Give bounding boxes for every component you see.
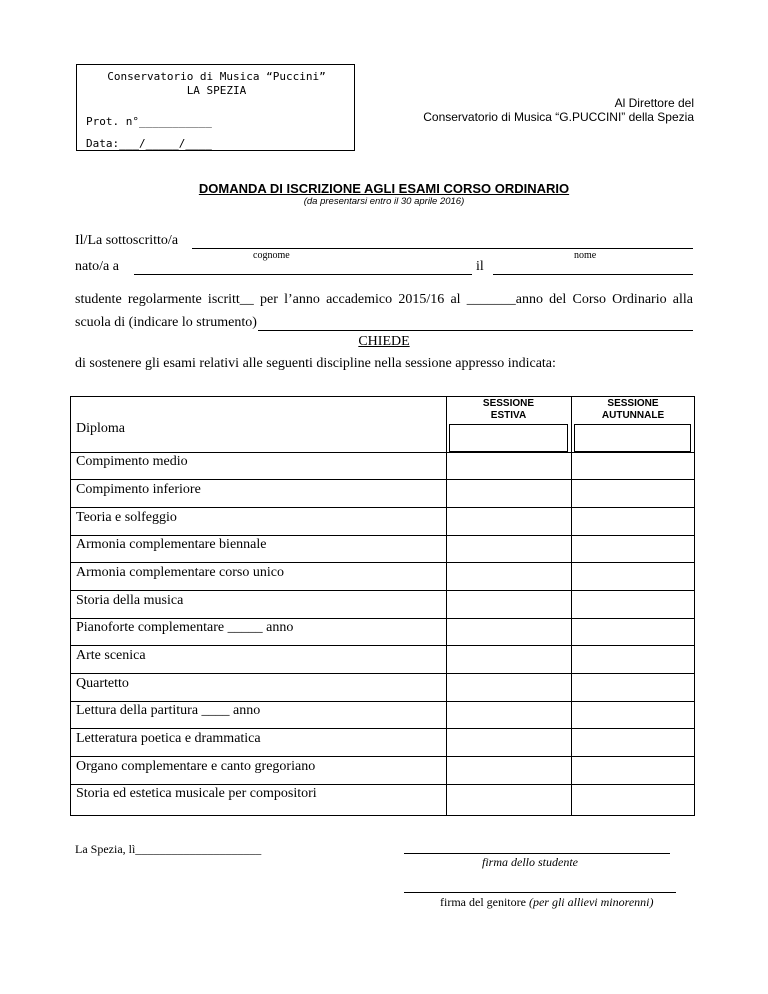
row-armonia-biennale: Armonia complementare biennale bbox=[76, 537, 267, 552]
stamp-city: LA SPEZIA bbox=[186, 84, 247, 97]
addressee-line-1: Al Direttore del bbox=[614, 96, 694, 110]
row-organo-complementare: Organo complementare e canto gregoriano bbox=[76, 759, 316, 774]
row-lettura-partitura: Lettura della partitura ____ anno bbox=[76, 703, 261, 718]
student-signature-label: firma dello studente bbox=[482, 855, 578, 869]
diploma-estiva-cell[interactable] bbox=[449, 424, 568, 452]
parent-signature-line[interactable] bbox=[404, 892, 676, 893]
document-title: DOMANDA DI ISCRIZIONE AGLI ESAMI CORSO ORDINARIO bbox=[198, 181, 570, 196]
row-armonia-corso-unico: Armonia complementare corso unico bbox=[76, 565, 284, 580]
scuola-label: scuola di (indicare lo strumento) bbox=[75, 315, 257, 330]
place-date: La Spezia, lì_____________________ bbox=[75, 842, 262, 856]
cognome-label: cognome bbox=[253, 250, 290, 261]
nome-label: nome bbox=[574, 250, 597, 261]
stamp-protocol-number: Prot. n°___________ bbox=[86, 115, 212, 128]
row-arte-scenica: Arte scenica bbox=[76, 648, 146, 663]
row-storia-estetica: Storia ed estetica musicale per compositori bbox=[76, 786, 317, 801]
addressee-line-2: Conservatorio di Musica “G.PUCCINI” della Spezia bbox=[423, 110, 694, 124]
parent-signature-label: firma del genitore (per gli allievi minorenni) bbox=[440, 895, 654, 909]
stamp-date: Data:___/_____/____ bbox=[86, 137, 212, 150]
header-sessione-estiva: SESSIONE ESTIVA bbox=[482, 398, 535, 421]
stamp-institution: Conservatorio di Musica “Puccini” bbox=[107, 70, 326, 83]
strumento-field[interactable] bbox=[258, 330, 693, 331]
document-subtitle: (da presentarsi entro il 30 aprile 2016) bbox=[303, 196, 465, 207]
row-compimento-inferiore: Compimento inferiore bbox=[76, 482, 201, 497]
column-divider-1 bbox=[446, 397, 447, 815]
studente-text: studente regolarmente iscritt__ per l’anno accademico 2015/16 al _______anno del Corso Ordinario alla bbox=[75, 292, 693, 307]
header-sessione-autunnale: SESSIONE AUTUNNALE bbox=[601, 398, 665, 421]
birthplace-field[interactable] bbox=[134, 274, 472, 275]
birthdate-field[interactable] bbox=[493, 274, 693, 275]
row-pianoforte-complementare: Pianoforte complementare _____ anno bbox=[76, 620, 294, 635]
il-label: il bbox=[476, 259, 484, 274]
sottoscritto-field[interactable] bbox=[192, 248, 693, 249]
protocol-stamp-box bbox=[76, 64, 355, 151]
column-divider-2 bbox=[571, 397, 572, 815]
diploma-autunnale-cell[interactable] bbox=[574, 424, 691, 452]
sottoscritto-label: Il/La sottoscritto/a bbox=[75, 233, 179, 248]
chiede-heading: CHIEDE bbox=[358, 334, 410, 349]
exam-table bbox=[70, 396, 695, 816]
sostenere-text: di sostenere gli esami relativi alle seguenti discipline nella sessione appresso indicata: bbox=[75, 356, 556, 371]
row-storia-musica: Storia della musica bbox=[76, 593, 184, 608]
nato-label: nato/a a bbox=[75, 259, 119, 274]
row-teoria-solfeggio: Teoria e solfeggio bbox=[76, 510, 177, 525]
row-letteratura-poetica: Letteratura poetica e drammatica bbox=[76, 731, 261, 746]
row-quartetto: Quartetto bbox=[76, 676, 129, 691]
row-diploma: Diploma bbox=[76, 421, 125, 436]
student-signature-line[interactable] bbox=[404, 853, 670, 854]
row-compimento-medio: Compimento medio bbox=[76, 454, 188, 469]
